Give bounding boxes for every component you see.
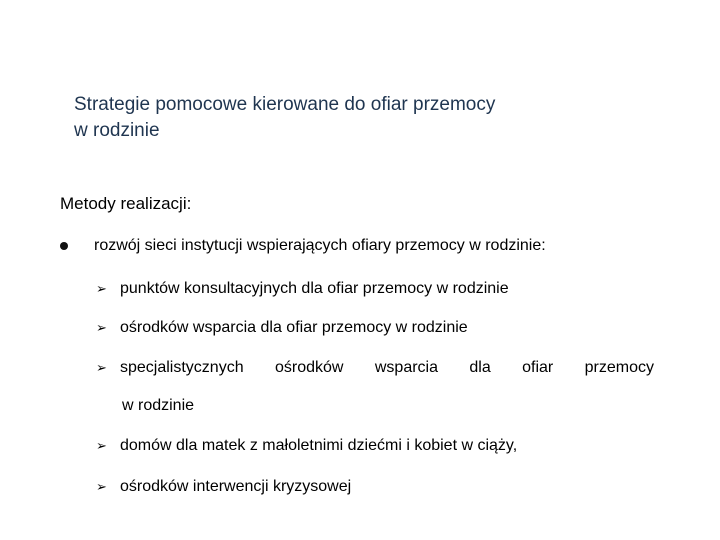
slide-title-line-1: Strategie pomocowe kierowane do ofiar przemocy <box>74 94 496 115</box>
main-bullet-text: rozwój sieci instytucji wspierających ofiary przemocy w rodzinie: <box>94 237 546 254</box>
arrow-bullet-icon: ➢ <box>96 360 107 375</box>
arrow-bullet-icon: ➢ <box>96 479 107 494</box>
arrow-bullet-icon: ➢ <box>96 438 107 453</box>
sub-bullet-continuation: w rodzinie <box>122 397 195 414</box>
section-heading: Metody realizacji: <box>60 194 192 213</box>
sub-bullet-text: ośrodków interwencji kryzysowej <box>120 478 352 495</box>
bullet-dot-icon <box>60 242 68 250</box>
sub-bullet-text: ośrodków wsparcia dla ofiar przemocy w rodzinie <box>120 319 468 336</box>
arrow-bullet-icon: ➢ <box>96 320 107 335</box>
sub-bullet-text: punktów konsultacyjnych dla ofiar przemocy w rodzinie <box>120 280 509 297</box>
slide-title <box>74 92 674 144</box>
sub-bullet-text: domów dla matek z małoletnimi dziećmi i kobiet w ciąży, <box>120 437 518 454</box>
arrow-bullet-icon: ➢ <box>96 281 107 296</box>
sub-bullet-text: specjalistycznych ośrodków wsparcia dla ofiar przemocy <box>120 359 654 376</box>
slide-title-line-2: w rodzinie <box>74 120 160 141</box>
